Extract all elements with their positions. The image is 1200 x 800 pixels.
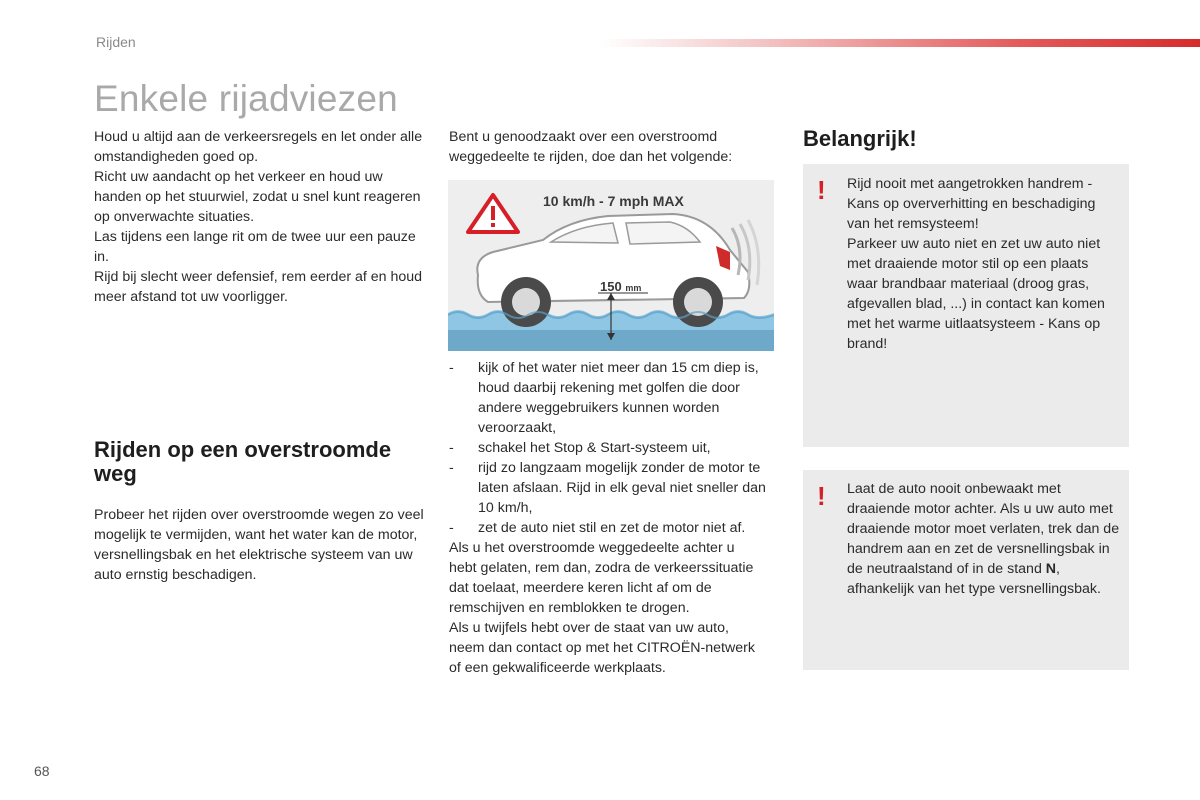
warning-box xyxy=(803,164,1129,447)
list-item xyxy=(449,458,779,518)
warning-text xyxy=(847,479,1122,599)
intro-paragraph: Rijd bij slecht weer defensief, rem eerder af en houd meer afstand tot uw voorligger. xyxy=(94,269,423,305)
warning-text-part: Laat de auto nooit onbewaakt met draaiende motor achter. Als u uw auto met draaiende motor moet verlaten, trek dan de handrem aan en zet de versnellingsbak in de neutraalstand of in de stand xyxy=(847,481,1120,577)
warning-paragraph: Rijd nooit met aangetrokken handrem - Kans op oververhitting en beschadiging van het remsysteem! xyxy=(847,176,1096,232)
flood-section-paragraph: Probeer het rijden over overstroomde wegen zo veel mogelijk te vermijden, want het water kan de motor, versnellingsbak en het elektrische systeem van uw auto ernstig beschadigen. xyxy=(94,507,424,583)
after-flood-paragraph: Als u het overstroomde weggedeelte achter u hebt gelaten, rem dan, zodra de verkeerssituatie dat toelaat, meerdere keren licht af om de remschijven en remblokken te drogen. xyxy=(449,540,754,616)
list-item-text: kijk of het water niet meer dan 15 cm diep is, houd daarbij rekening met golfen die door andere weggebruikers kunnen worden veroorzaakt, xyxy=(478,360,759,436)
intro-paragraph: Houd u altijd aan de verkeersregels en let onder alle omstandigheden goed op. xyxy=(94,129,423,165)
water-depth-value: 150 xyxy=(600,279,622,294)
list-dash: - xyxy=(449,520,454,536)
list-item xyxy=(449,518,779,538)
speed-limit-label: 10 km/h - 7 mph MAX xyxy=(543,193,684,209)
doubt-paragraph: Als u twijfels hebt over de staat van uw auto, neem dan contact op met het CITROËN-netwerk of een gekwalificeerde werkplaats. xyxy=(449,620,755,676)
warning-text xyxy=(847,174,1122,354)
intro-text xyxy=(94,127,429,307)
flooded-road-illustration xyxy=(448,180,774,351)
flood-section-heading: Rijden op een overstroomde weg xyxy=(94,437,392,486)
page-title: Enkele rijadviezen xyxy=(94,78,398,119)
list-dash: - xyxy=(449,460,454,476)
warning-paragraph: Parkeer uw auto niet en zet uw auto niet met draaiende motor stil op een plaats waar brandbaar materiaal (droog gras, afgevallen blad, ...) in contact kan komen met het warme uitlaatsysteem - Kans op brand! xyxy=(847,236,1105,352)
flood-instruction-list xyxy=(449,358,779,538)
warning-exclamation-icon: ! xyxy=(817,481,826,511)
neutral-gear-label: N xyxy=(1045,561,1057,577)
car-in-water-diagram xyxy=(448,180,774,351)
list-item-text: zet de auto niet stil en zet de motor niet af. xyxy=(478,520,746,536)
important-heading: Belangrijk! xyxy=(803,126,917,151)
list-item-text: rijd zo langzaam mogelijk zonder de motor te laten afslaan. Rijd in elk geval niet sneller dan 10 km/h, xyxy=(478,460,766,516)
list-dash: - xyxy=(449,440,454,456)
intro-paragraph: Richt uw aandacht op het verkeer en houd uw handen op het stuurwiel, zodat u snel kunt reageren op onverwachte situaties. xyxy=(94,169,421,225)
intro-paragraph: Las tijdens een lange rit om de twee uur een pauze in. xyxy=(94,229,416,265)
warning-text-part: , afhankelijk van het type versnellingsbak. xyxy=(847,561,1101,597)
list-item-text: schakel het Stop & Start-systeem uit, xyxy=(478,440,711,456)
list-item xyxy=(449,358,779,438)
list-item xyxy=(449,438,779,458)
list-dash: - xyxy=(449,360,454,376)
water-depth-unit: mm xyxy=(625,283,642,293)
flood-instructions xyxy=(449,358,779,678)
header-accent-bar xyxy=(600,39,1200,47)
flood-instructions-intro: Bent u genoodzaakt over een overstroomd weggedeelte te rijden, doe dan het volgende: xyxy=(449,129,733,165)
section-label: Rijden xyxy=(96,34,136,50)
page-number: 68 xyxy=(34,763,50,779)
warning-exclamation-icon: ! xyxy=(817,175,826,205)
warning-box xyxy=(803,470,1129,670)
